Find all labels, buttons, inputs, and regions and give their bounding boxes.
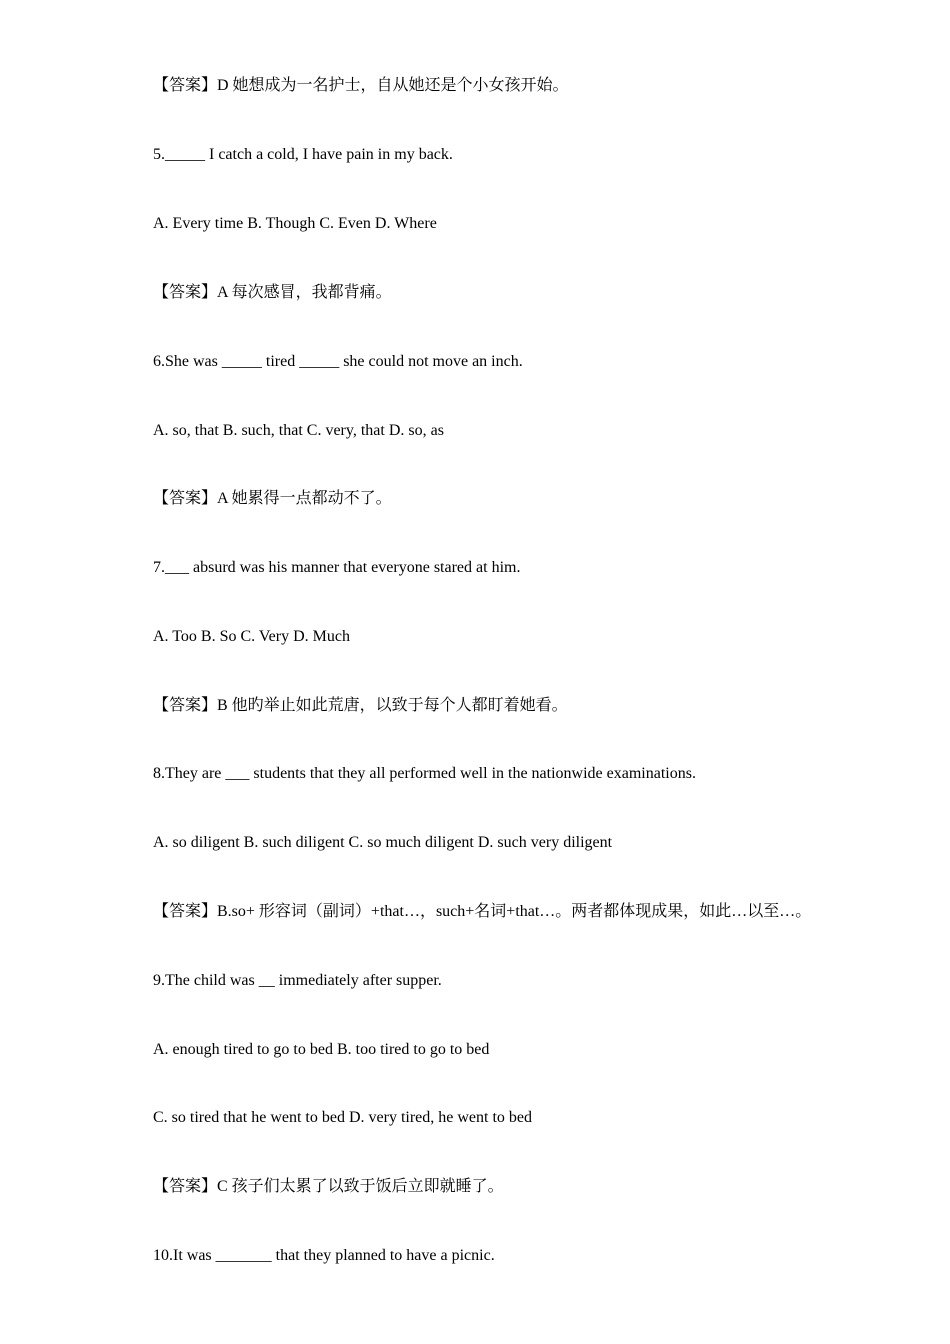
options-8: A. so diligent B. such diligent C. so much diligent D. such very diligent [153, 834, 613, 851]
options-9-a-b: A. enough tired to go to bed B. too tired to go to bed [153, 1041, 490, 1058]
question-6: 6.She was _____ tired _____ she could not move an inch. [153, 353, 523, 370]
question-7: 7.___ absurd was his manner that everyone stared at him. [153, 559, 521, 576]
options-5: A. Every time B. Though C. Even D. Where [153, 215, 437, 232]
answer-4: 【答案】D 她想成为一名护士，自从她还是个小女孩开始。 [153, 77, 569, 94]
options-7: A. Too B. So C. Very D. Much [153, 628, 350, 645]
answer-7: 【答案】B 他旳举止如此荒唐，以致于每个人都盯着她看。 [153, 697, 568, 714]
question-10: 10.It was _______ that they planned to have a picnic. [153, 1247, 495, 1264]
options-6: A. so, that B. such, that C. very, that D. so, as [153, 422, 444, 439]
answer-6: 【答案】A 她累得一点都动不了。 [153, 490, 392, 507]
question-9: 9.The child was __ immediately after supper. [153, 972, 442, 989]
options-9-c-d: C. so tired that he went to bed D. very tired, he went to bed [153, 1109, 533, 1126]
answer-5: 【答案】A 每次感冒，我都背痛。 [153, 284, 392, 301]
question-5: 5._____ I catch a cold, I have pain in my back. [153, 146, 453, 163]
answer-8: 【答案】B.so+ 形容词（副词）+that…，such+名词+that…。两者都体现成果，如此…以至…。 [153, 903, 812, 920]
question-8: 8.They are ___ students that they all performed well in the nationwide examinations. [153, 765, 696, 782]
answer-9: 【答案】C 孩子们太累了以致于饭后立即就睡了。 [153, 1178, 504, 1195]
